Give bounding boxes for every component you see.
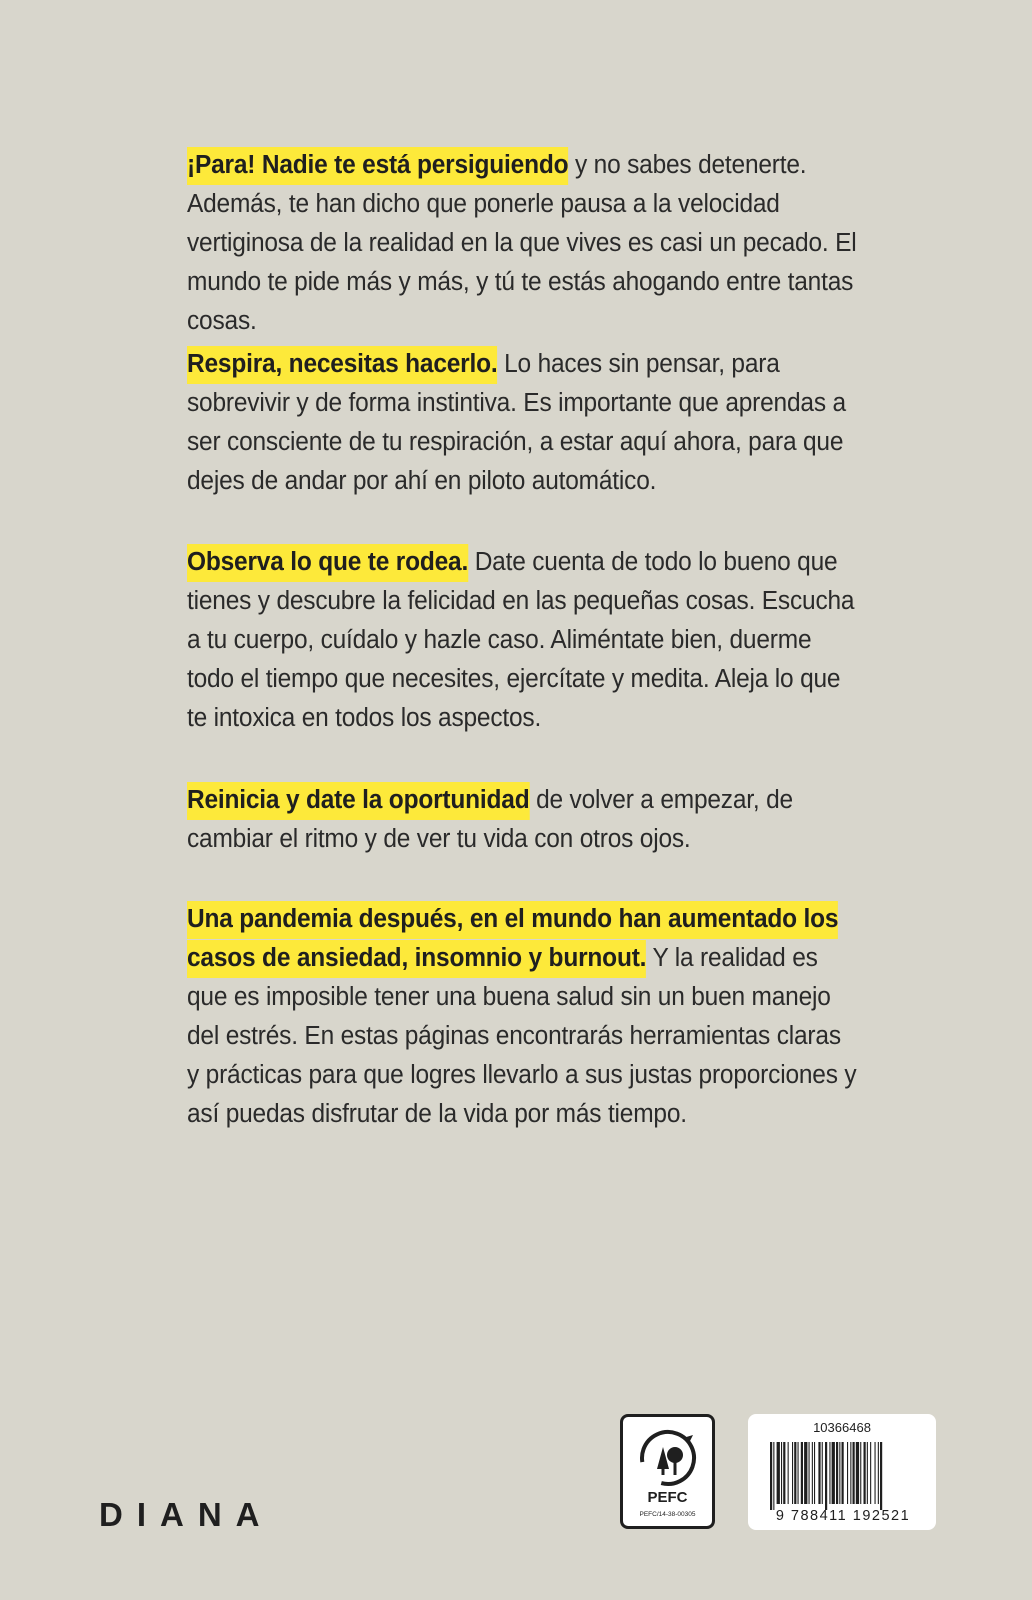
barcode-bar <box>867 1442 868 1504</box>
paragraph-1-body: y no sabes detenerte. Además, te han dicho que ponerle pausa a la velocidad vertiginosa de la realidad en la que vives es casi un pecado. El mundo te pide más y más, y tú te estás ahogando entre tantas cosas. <box>187 151 857 335</box>
pefc-tree-icon <box>639 1429 697 1487</box>
barcode-bar <box>870 1442 871 1504</box>
barcode-bar <box>781 1442 782 1504</box>
barcode-bar <box>839 1442 840 1504</box>
paragraph-2-body: Lo haces sin pensar, para sobrevivir y de forma instintiva. Es importante que aprendas a ser consciente de tu respiración, a estar aquí ahora, para que dejes de andar por ahí en piloto automático. <box>187 350 846 495</box>
barcode-reference-number: 10366468 <box>813 1420 871 1435</box>
barcode-bar <box>788 1442 789 1504</box>
barcode-bar <box>853 1442 855 1504</box>
pefc-certification-badge <box>620 1414 715 1529</box>
barcode-bar <box>875 1442 876 1504</box>
paragraph-5 <box>187 900 859 1134</box>
barcode-bar <box>847 1442 848 1504</box>
paragraph-5-body: Y la realidad es que es imposible tener una buena salud sin un buen manejo del estrés. En estas páginas encontrarás herramientas claras y prácticas para que logres llevarlo a sus justas proporciones y así puedas disfrutar de la vida por más tiempo. <box>187 944 857 1128</box>
barcode-bar <box>804 1442 807 1504</box>
barcode-bars-icon <box>770 1442 914 1510</box>
barcode-bar <box>798 1442 799 1504</box>
paragraph-3 <box>187 543 859 738</box>
barcode-bar <box>860 1442 861 1504</box>
isbn-digits: 9 788411 192521 <box>775 1508 911 1524</box>
barcode-bar <box>773 1442 774 1510</box>
pefc-label: PEFC <box>647 1489 688 1506</box>
paragraph-2 <box>187 345 859 501</box>
barcode-bar <box>878 1442 879 1504</box>
pefc-code: PEFC/14-38-00305 <box>639 1511 696 1518</box>
paragraph-3-body: Date cuenta de todo lo bueno que tienes y descubre la felicidad en las pequeñas cosas. Escucha a tu cuerpo, cuídalo y hazle caso. Aliméntate bien, duerme todo el tiempo que necesites, ejercítate y medita. Aleja lo que te intoxica en todos los aspectos. <box>187 548 855 732</box>
barcode-bar <box>880 1442 882 1510</box>
barcode-bar <box>829 1442 830 1504</box>
paragraph-3-highlight: Observa lo que te rodea. <box>187 544 468 582</box>
barcode-bar <box>818 1442 820 1504</box>
barcode-bar <box>801 1442 803 1504</box>
barcode-bar <box>822 1442 823 1504</box>
barcode-bar <box>812 1442 813 1504</box>
barcode-bar <box>770 1442 772 1510</box>
barcode-bar <box>850 1442 851 1504</box>
barcode-bar <box>783 1442 785 1504</box>
barcode-bar <box>832 1442 835 1504</box>
barcode-bar <box>792 1442 793 1504</box>
barcode-bar <box>814 1442 815 1504</box>
paragraph-4-highlight: Reinicia y date la oportunidad <box>187 782 529 820</box>
paragraph-2-highlight: Respira, necesitas hacerlo. <box>187 346 498 384</box>
barcode-bar <box>777 1442 780 1504</box>
barcode-bar <box>794 1442 796 1504</box>
paragraph-5-highlight: Una pandemia después, en el mundo han aumentado los casos de ansiedad, insomnio y burnout. <box>187 901 838 978</box>
publisher-logo: DIANA <box>99 1496 274 1533</box>
paragraph-4 <box>187 781 859 859</box>
barcode-bar <box>825 1442 827 1510</box>
paragraph-1-highlight: ¡Para! Nadie te está persiguiendo <box>187 147 568 185</box>
paragraph-4-body: de volver a empezar, de cambiar el ritmo y de ver tu vida con otros ojos. <box>187 786 793 853</box>
barcode-bar <box>809 1442 810 1504</box>
barcode-bar <box>842 1442 844 1504</box>
isbn-barcode <box>748 1414 936 1530</box>
barcode-bar <box>856 1442 859 1504</box>
barcode-bar <box>836 1442 838 1504</box>
barcode-bar <box>864 1442 866 1504</box>
paragraph-1 <box>187 146 859 341</box>
